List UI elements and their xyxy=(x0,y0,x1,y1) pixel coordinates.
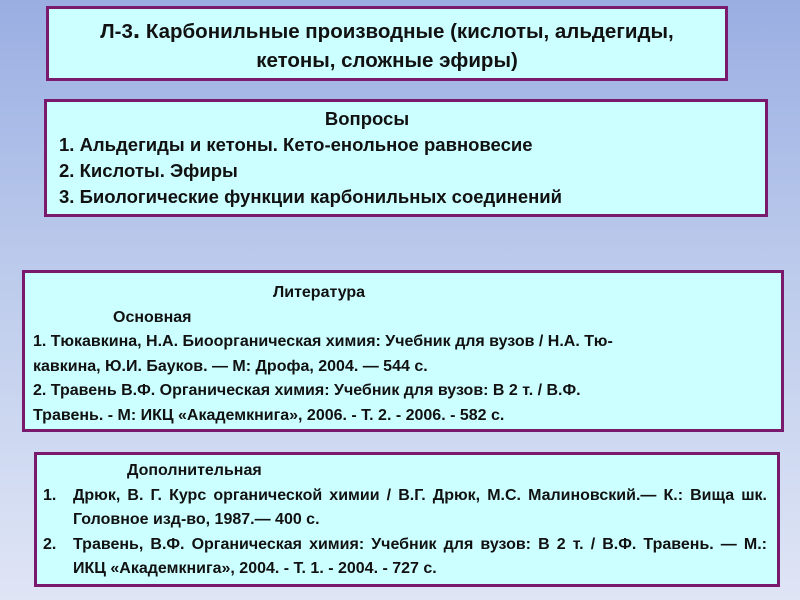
list-item xyxy=(43,484,767,533)
lecture-title xyxy=(49,15,725,46)
reference-line: Травень. - М: ИКЦ «Академкнига», 2006. - Т. 2. - 2006. - 582 с. xyxy=(33,406,505,424)
question-item: 3. Биологические функции карбонильных соединений xyxy=(59,186,563,207)
reference-line: 1. Тюкавкина, Н.А. Биоорганическая химия: Учебник для вузов / Н.А. Тю- xyxy=(33,333,613,350)
title-box xyxy=(46,6,728,81)
question-item: 2. Кислоты. Эфиры xyxy=(59,160,238,181)
reference-line: 2. Травень В.Ф. Органическая химия: Учебник для вузов: В 2 т. / В.Ф. xyxy=(33,382,581,399)
list-item-number: 2. xyxy=(43,535,57,553)
main-literature-heading: Основная xyxy=(113,308,192,326)
lecture-title-line2: кетоны, сложные эфиры) xyxy=(256,49,518,72)
lecture-number-dot: . xyxy=(132,14,141,44)
reference-line: кавкина, Ю.И. Бауков. — М: Дрофа, 2004. — 544 с. xyxy=(33,357,428,375)
lecture-number: Л-3 xyxy=(100,20,133,43)
questions-box xyxy=(44,99,768,217)
literature-box xyxy=(22,270,784,432)
list-item xyxy=(43,533,767,582)
literature-heading: Литература xyxy=(273,284,366,301)
additional-literature-heading: Дополнительная xyxy=(127,462,262,479)
list-item-text: Дрюк, В. Г. Курс органической химии / В.Г. Дрюк, М.С. Малиновский.— К.: Вища шк. Головное изд-во, 1987.— 400 с. xyxy=(73,486,767,528)
list-item-text: Травень, В.Ф. Органическая химия: Учебник для вузов: В 2 т. / В.Ф. Травень. — М.: ИКЦ «Академкнига», 2004. - Т. 1. - 2004. - 727 с. xyxy=(73,535,767,577)
additional-literature-box xyxy=(34,452,780,587)
question-item: 1. Альдегиды и кетоны. Кето-енольное равновесие xyxy=(59,134,533,155)
list-item-number: 1. xyxy=(43,486,57,504)
lecture-title-line1: Карбонильные производные (кислоты, альдегиды, xyxy=(140,20,674,43)
questions-heading: Вопросы xyxy=(324,108,410,129)
